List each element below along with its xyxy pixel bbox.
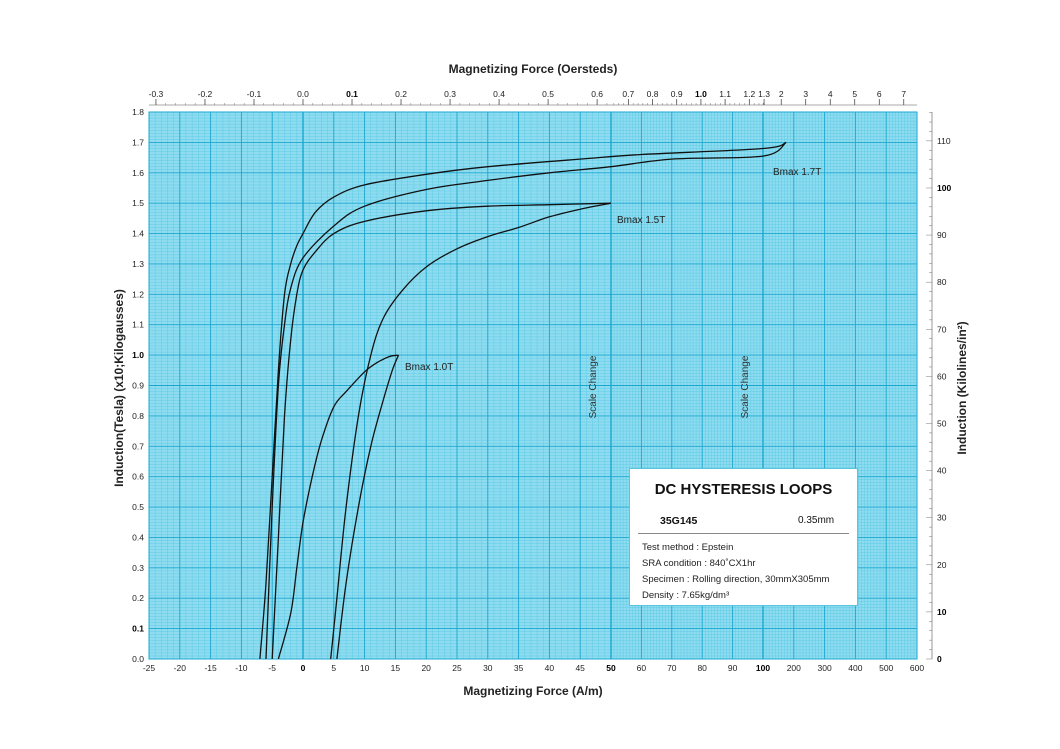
x-top-tick-label: 0.6 — [591, 89, 604, 99]
y-right-tick-label: 50 — [937, 418, 947, 429]
x-bottom-tick-label: -10 — [235, 663, 248, 673]
y-left-tick-label: 1.1 — [132, 319, 144, 330]
y-left-tick-label: 0.5 — [132, 502, 144, 513]
y-left-tick-label: 0.1 — [132, 623, 144, 634]
x-top-tick-label: 1.2 — [743, 89, 756, 99]
density: Density : 7.65kg/dm³ — [642, 590, 730, 601]
x-bottom-tick-label: 200 — [786, 663, 801, 673]
scale-change-label-100: Scale Change — [740, 355, 751, 419]
y-left-tick-label: 0.4 — [132, 532, 144, 543]
y-right-tick-label: 100 — [937, 182, 952, 193]
info-box-divider — [638, 533, 849, 534]
x-top-tick-label: 0.5 — [542, 89, 555, 99]
y-left-tick-label: 0.6 — [132, 471, 144, 482]
y-right-tick-label: 20 — [937, 559, 947, 570]
material-thickness: 0.35mm — [798, 515, 835, 526]
annotation-bmax-1-0: Bmax 1.0T — [405, 362, 454, 373]
x-bottom-tick-label: -15 — [204, 663, 217, 673]
x-bottom-tick-label: 25 — [452, 663, 462, 673]
x-axis-bottom-title: Magnetizing Force (A/m) — [463, 684, 603, 698]
y-left-tick-label: 1.4 — [132, 228, 144, 239]
test-conditions — [642, 540, 829, 604]
annotation-bmax-1-7: Bmax 1.7T — [773, 167, 822, 178]
x-bottom-tick-label: 100 — [755, 663, 771, 673]
x-bottom-tick-label: 500 — [879, 663, 894, 673]
x-top-tick-label: 0.8 — [646, 89, 659, 99]
x-top-tick-label: 2 — [778, 89, 784, 99]
y-left-tick-label: 0.0 — [132, 654, 144, 664]
y-right-tick-label: 40 — [937, 465, 947, 476]
y-left-tick-label: 1.7 — [132, 137, 144, 148]
y-left-tick-label: 1.2 — [132, 289, 144, 300]
y-left-tick-label: 1.6 — [132, 167, 144, 178]
y-left-tick-label: 1.8 — [132, 107, 144, 117]
x-bottom-tick-label: 90 — [727, 663, 738, 673]
x-bottom-tick-label: 5 — [331, 663, 337, 673]
y-right-tick-label: 30 — [937, 512, 947, 523]
y-right-tick-label: 110 — [937, 135, 951, 146]
x-top-tick-label: 0.0 — [297, 89, 309, 99]
y-left-tick-label: 1.0 — [132, 350, 144, 361]
specimen: Specimen : Rolling direction, 30mmX305mm — [642, 574, 830, 585]
y-right-tick-label: 70 — [937, 324, 947, 335]
x-top-tick-label: -0.1 — [246, 89, 262, 99]
x-bottom-tick-label: 80 — [697, 663, 707, 673]
x-bottom-tick-label: 300 — [817, 663, 832, 673]
x-top-tick-label: 0.9 — [670, 89, 683, 99]
y-axis-right-title: Induction (Kilolines/in²) — [955, 321, 969, 455]
x-bottom-tick-label: 45 — [575, 663, 585, 673]
annotation-bmax-1-5: Bmax 1.5T — [617, 215, 666, 226]
x-bottom-tick-label: 10 — [359, 663, 370, 673]
x-bottom-tick-label: -25 — [142, 663, 156, 673]
x-top-tick-label: 1.3 — [758, 89, 770, 99]
info-box-title: DC HYSTERESIS LOOPS — [654, 481, 833, 498]
info-box — [629, 468, 858, 606]
y-axis-left-title: Induction(Tesla) (x10;Kilogausses) — [112, 289, 126, 487]
y-left-tick-label: 0.8 — [132, 410, 144, 421]
x-bottom-tick-label: 0 — [300, 663, 306, 673]
x-top-tick-label: 1.0 — [695, 89, 707, 99]
x-bottom-tick-label: -5 — [268, 663, 276, 673]
scale-change-label-50: Scale Change — [588, 355, 599, 419]
y-right-tick-label: 10 — [937, 606, 947, 617]
x-top-tick-label: 4 — [827, 89, 833, 99]
x-bottom-tick-label: 30 — [483, 663, 493, 673]
x-top-tick-label: 5 — [852, 89, 858, 99]
y-left-tick-label: 1.5 — [132, 198, 144, 209]
x-bottom-tick-label: 70 — [667, 663, 677, 673]
y-left-tick-label: 0.3 — [132, 562, 144, 573]
x-top-tick-label: -0.3 — [148, 89, 164, 99]
x-top-tick-label: 3 — [803, 89, 809, 99]
x-bottom-tick-label: 40 — [544, 663, 555, 673]
x-bottom-tick-label: 35 — [513, 663, 524, 673]
y-right-tick-label: 0 — [937, 654, 942, 664]
x-top-tick-label: 0.3 — [444, 89, 456, 99]
sra-condition: SRA condition : 840˚CX1hr — [642, 558, 756, 569]
material-grade: 35G145 — [660, 515, 698, 527]
x-bottom-tick-label: 50 — [606, 663, 616, 673]
x-top-tick-label: 0.7 — [622, 89, 635, 99]
y-left-tick-label: 0.7 — [132, 441, 144, 452]
x-bottom-tick-label: 400 — [848, 663, 863, 673]
x-bottom-tick-label: 20 — [421, 663, 431, 673]
y-right-tick-label: 90 — [937, 230, 947, 241]
x-axis-top-title: Magnetizing Force (Oersteds) — [448, 62, 618, 76]
x-top-tick-label: 0.2 — [395, 89, 407, 99]
x-top-tick-label: -0.2 — [197, 89, 213, 99]
test-method: Test method : Epstein — [642, 542, 734, 553]
y-left-tick-label: 1.3 — [132, 258, 144, 269]
y-left-tick-label: 0.2 — [132, 593, 144, 604]
x-top-tick-label: 7 — [901, 89, 907, 99]
y-right-tick-label: 60 — [937, 371, 947, 382]
x-bottom-tick-label: 60 — [636, 663, 647, 673]
x-top-tick-label: 6 — [876, 89, 882, 99]
x-top-tick-label: 0.1 — [346, 89, 358, 99]
x-top-tick-label: 0.4 — [493, 89, 505, 99]
x-bottom-tick-label: 600 — [909, 663, 925, 673]
y-right-tick-label: 80 — [937, 277, 947, 288]
x-bottom-tick-label: -20 — [173, 663, 186, 673]
y-left-tick-label: 0.9 — [132, 380, 144, 391]
x-top-tick-label: 1.1 — [719, 89, 732, 99]
x-bottom-tick-label: 15 — [390, 663, 401, 673]
